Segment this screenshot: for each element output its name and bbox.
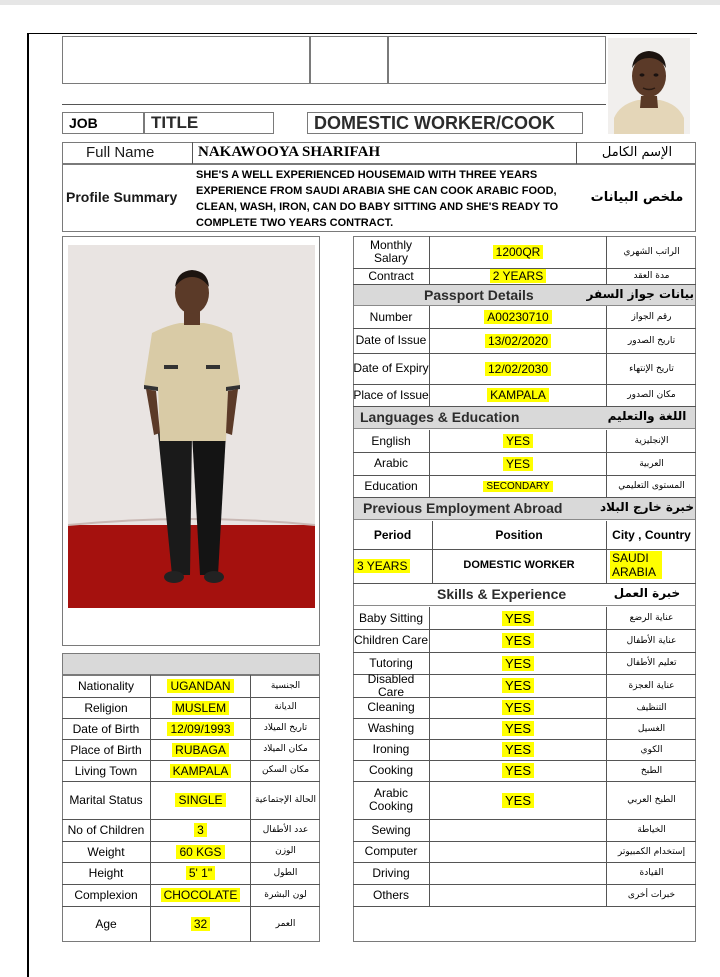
right-value <box>430 268 606 284</box>
personal-value <box>151 862 250 884</box>
personal-label <box>62 862 150 884</box>
right-value <box>430 697 606 718</box>
right-value-text: YES <box>502 793 534 808</box>
right-label-ar <box>607 819 696 841</box>
right-label-ar <box>607 607 696 629</box>
right-value-text: YES <box>502 611 534 626</box>
right-label <box>353 306 429 328</box>
personal-label-ar <box>251 884 320 906</box>
right-label-ar-text: مدة العقد <box>633 271 670 281</box>
frame-top-border <box>27 33 697 34</box>
right-label-ar-text: القيادة <box>639 868 664 878</box>
right-label-text: Contract <box>368 268 414 283</box>
personal-value <box>151 884 250 906</box>
personal-label-ar-text: الحالة الإجتماعية <box>255 794 316 805</box>
emp-position-value: DOMESTIC WORKER <box>463 559 575 571</box>
personal-label-ar-text: العمر <box>275 918 296 929</box>
right-label <box>353 819 429 841</box>
profile-line: EXPERIENCE FROM SAUDI ARABIA SHE CAN COOK ARABIC FOOD, <box>196 185 557 197</box>
emp-row-divider <box>353 549 696 550</box>
right-value <box>430 452 606 475</box>
personal-label-ar <box>251 675 320 697</box>
personal-value <box>151 819 250 841</box>
personal-label <box>62 841 150 862</box>
right-value-text: 1200QR <box>493 245 544 259</box>
right-label <box>353 760 429 781</box>
right-label-ar-text: رقم الجواز <box>631 312 672 322</box>
personal-value-text: RUBAGA <box>172 743 229 757</box>
personal-label-text: No of Children <box>67 823 145 837</box>
profile-summary-label-ar: ملخص البيانات <box>590 190 684 205</box>
right-value-text: YES <box>502 763 534 778</box>
personal-value-text: 32 <box>191 917 210 931</box>
right-label-ar <box>607 268 696 284</box>
right-label <box>353 884 429 906</box>
right-label-text: Place of Issue <box>353 387 429 402</box>
personal-label-text: Nationality <box>77 679 135 693</box>
right-value-text: A00230710 <box>484 310 551 324</box>
personal-label-ar <box>251 739 320 760</box>
employment-header-title-ar: خبرة خارج البلاد <box>600 500 694 514</box>
right-label-ar <box>607 384 696 406</box>
right-label-ar-text: العربية <box>639 458 664 469</box>
passport-header-title: Passport Details <box>424 287 534 303</box>
right-label-text: Education <box>364 478 418 493</box>
right-label-ar-text: تاريخ الصدور <box>627 335 676 346</box>
right-label <box>353 475 429 497</box>
personal-value <box>151 718 250 739</box>
full-name-label-ar: الإسم الكامل <box>601 145 673 160</box>
right-label-ar <box>607 306 696 328</box>
personal-value-text: 60 KGS <box>176 845 224 859</box>
right-label-ar <box>607 629 696 652</box>
right-value <box>430 328 606 353</box>
right-label-text: Date of Expiry <box>353 361 429 375</box>
personal-label-text: Age <box>95 917 117 931</box>
right-label-ar-text: مكان الصدور <box>627 390 676 400</box>
right-label-text: Date of Issue <box>355 333 427 347</box>
emp-col-city-text: City , Country <box>612 527 691 542</box>
right-value <box>430 781 606 819</box>
right-label-text: Arabic Cooking <box>368 786 414 813</box>
personal-label-ar-text: الجنسية <box>270 680 301 691</box>
right-label-ar-text: عناية الأطفال <box>626 635 677 646</box>
personal-label <box>62 718 150 739</box>
right-value <box>430 760 606 781</box>
right-value <box>430 353 606 384</box>
right-value <box>430 652 606 674</box>
right-label-ar-text: المستوى التعليمي <box>618 481 685 491</box>
right-value <box>430 384 606 406</box>
right-value <box>430 475 606 497</box>
right-value-text: 2 YEARS <box>490 269 546 283</box>
personal-value-text: MUSLEM <box>172 701 229 715</box>
right-value-text: KAMPALA <box>487 388 549 402</box>
personal-value <box>151 739 250 760</box>
personal-label-text: Height <box>88 866 124 880</box>
personal-value-text: 3 <box>194 823 207 837</box>
right-label-text: Disabled Care <box>367 671 415 699</box>
right-label-text: Tutoring <box>369 655 413 670</box>
right-value-text: YES <box>502 700 534 715</box>
right-label-ar <box>607 884 696 906</box>
right-value-text: YES <box>503 434 533 448</box>
top-strip <box>0 0 720 5</box>
right-row-divider <box>353 906 696 907</box>
emp-country-value <box>610 551 662 579</box>
right-label-text: Baby Sitting <box>358 610 424 625</box>
title-label-cell <box>144 112 274 134</box>
employment-header-title: Previous Employment Abroad <box>363 500 563 516</box>
right-label-ar <box>607 739 696 760</box>
personal-label-ar-text: تاريخ الميلاد <box>263 723 308 733</box>
personal-label <box>62 781 150 819</box>
skills-header-title: Skills & Experience <box>437 586 567 602</box>
right-label-ar-text: عناية العجزة <box>628 680 675 691</box>
personal-label-text: Date of Birth <box>72 721 140 736</box>
right-label-ar-text: تاريخ الإنتهاء <box>629 363 674 374</box>
right-label <box>353 236 429 268</box>
top-divider <box>62 104 606 105</box>
emp-col-period: Period <box>373 528 412 542</box>
full-name-label: Full Name <box>86 144 155 161</box>
right-label <box>353 841 429 862</box>
right-value <box>430 739 606 760</box>
emp-col-position: Position <box>495 528 543 542</box>
personal-label-ar <box>251 781 320 819</box>
job-title-cell <box>307 112 583 134</box>
right-label <box>353 739 429 760</box>
full-body-photo <box>68 245 315 608</box>
right-label-ar <box>607 841 696 862</box>
right-label-ar-text: الطبخ <box>640 765 663 776</box>
right-label-text: Cleaning <box>367 700 415 714</box>
right-label-text: Monthly Salary <box>369 238 413 265</box>
right-label-text: Arabic <box>373 456 408 470</box>
right-label <box>353 268 429 284</box>
personal-label-ar-text: لون البشرة <box>264 889 307 900</box>
profile-line: SHE'S A WELL EXPERIENCED HOUSEMAID WITH THREE YEARS <box>196 169 538 181</box>
personal-value <box>151 841 250 862</box>
right-value-text: YES <box>502 678 534 693</box>
right-label-ar <box>607 760 696 781</box>
right-label <box>353 328 429 353</box>
right-value <box>430 607 606 629</box>
right-label-ar <box>607 697 696 718</box>
personal-label <box>62 760 150 781</box>
right-label-ar-text: الكوي <box>640 744 663 755</box>
personal-value <box>151 697 250 718</box>
personal-label <box>62 739 150 760</box>
right-label-text: Number <box>369 309 413 324</box>
personal-label-ar <box>251 697 320 718</box>
right-value-text: YES <box>503 457 533 471</box>
right-label-ar <box>607 353 696 384</box>
title-label: TITLE <box>151 113 199 132</box>
skills-header-title-ar: خبرة العمل <box>613 586 681 600</box>
right-value-text: SECONDARY <box>483 481 552 492</box>
right-label-ar-text: إستخدام الكمبيوتر <box>617 846 686 857</box>
job-label: JOB <box>69 115 98 131</box>
personal-label <box>62 884 150 906</box>
personal-label-text: Weight <box>87 844 125 859</box>
personal-label-ar-text: الطول <box>273 867 298 878</box>
right-label-ar <box>607 328 696 353</box>
right-label <box>353 452 429 475</box>
personal-label-text: Living Town <box>74 763 138 778</box>
personal-value-text: KAMPALA <box>170 764 232 778</box>
right-value-text: 13/02/2020 <box>485 334 551 348</box>
right-label-ar <box>607 781 696 819</box>
personal-label-text: Religion <box>84 700 128 715</box>
languages-header-title: Languages & Education <box>360 409 520 425</box>
right-label <box>353 430 429 452</box>
right-label-ar <box>607 862 696 884</box>
profile-summary-text <box>196 167 576 231</box>
right-value <box>430 674 606 697</box>
languages-header-title-ar: اللغة والتعليم <box>607 409 687 423</box>
right-value <box>430 629 606 652</box>
right-label-ar <box>607 652 696 674</box>
right-label <box>353 718 429 739</box>
right-value <box>430 718 606 739</box>
personal-value <box>151 675 250 697</box>
personal-label <box>62 675 150 697</box>
right-label-ar-text: عناية الرضع <box>629 613 674 623</box>
right-label-ar <box>607 718 696 739</box>
right-label-text: Cooking <box>368 763 414 777</box>
personal-value <box>151 760 250 781</box>
personal-label-text: Place of Birth <box>70 742 142 757</box>
right-label <box>353 607 429 629</box>
personal-label <box>62 819 150 841</box>
personal-label-ar-text: الوزن <box>275 846 296 856</box>
right-label <box>353 629 429 652</box>
personal-value-text: 12/09/1993 <box>167 722 233 736</box>
right-value <box>430 884 606 906</box>
top-empty-box-2 <box>310 36 388 84</box>
right-label-ar <box>607 430 696 452</box>
right-label-ar-text: تعليم الأطفال <box>626 658 677 668</box>
right-label <box>353 781 429 819</box>
right-label-text: Computer <box>364 844 418 858</box>
right-label-ar <box>607 452 696 475</box>
emp-country-text: SAUDI ARABIA <box>612 551 657 579</box>
profile-line: CLEAN, WASH, IRON, CAN DO BABY SITTING AND SHE'S READY TO <box>196 201 559 213</box>
right-label-ar <box>607 236 696 268</box>
right-label-text: Sewing <box>371 822 411 837</box>
frame-left-border <box>27 33 29 977</box>
top-empty-box-3 <box>388 36 606 84</box>
job-title-value: DOMESTIC WORKER/COOK <box>314 113 555 133</box>
headshot-photo <box>608 38 690 134</box>
right-label-text: Ironing <box>372 742 410 756</box>
right-label-text: Others <box>372 887 409 902</box>
right-value <box>430 306 606 328</box>
profile-line: COMPLETE TWO YEARS CONTRACT. <box>196 217 394 229</box>
right-label <box>353 671 429 699</box>
top-empty-box-1 <box>62 36 310 84</box>
right-label <box>353 652 429 674</box>
right-label-text: Driving <box>372 865 410 880</box>
personal-label <box>62 906 150 942</box>
personal-value-text: 5' 1" <box>186 866 215 880</box>
right-value-text: YES <box>502 742 534 757</box>
right-value <box>430 819 606 841</box>
personal-label-ar-text: عدد الأطفال <box>262 824 309 835</box>
right-label <box>353 697 429 718</box>
emp-period-value: 3 YEARS <box>354 559 410 573</box>
personal-label-ar-text: مكان السكن <box>261 765 310 775</box>
right-label <box>353 353 429 384</box>
right-label-ar-text: الغسيل <box>637 723 666 734</box>
personal-label-text: Marital Status <box>69 793 143 807</box>
right-label-ar <box>607 674 696 697</box>
emp-col-city <box>607 521 696 549</box>
right-label-ar-text: الخياطة <box>637 825 666 835</box>
right-value <box>430 430 606 452</box>
right-label-text: Children Care <box>353 633 429 647</box>
personal-label-ar-text: مكان الميلاد <box>263 744 308 754</box>
personal-label-ar <box>251 819 320 841</box>
personal-label-ar <box>251 841 320 862</box>
right-label <box>353 384 429 406</box>
personal-value-text: CHOCOLATE <box>161 888 241 902</box>
personal-value-text: SINGLE <box>175 793 225 807</box>
passport-header-title-ar: بيانات جواز السفر <box>586 287 694 301</box>
right-value-text: YES <box>502 656 534 671</box>
right-label-ar-text: الطبخ العربي <box>627 795 676 805</box>
personal-label-ar <box>251 862 320 884</box>
right-label-text: English <box>371 433 411 448</box>
personal-label-ar <box>251 760 320 781</box>
profile-summary-label: Profile Summary <box>66 189 178 205</box>
right-value-text: YES <box>502 633 534 648</box>
right-label-ar-text: الإنجليزية <box>634 436 669 446</box>
personal-value-text: UGANDAN <box>167 679 233 693</box>
personal-label-text: Complexion <box>74 888 138 902</box>
right-label <box>353 862 429 884</box>
personal-value <box>151 906 250 942</box>
right-value-text: 12/02/2030 <box>485 362 551 376</box>
right-value <box>430 841 606 862</box>
right-label-ar-text: الراتب الشهري <box>623 247 680 257</box>
right-value <box>430 862 606 884</box>
job-label-cell <box>62 112 144 134</box>
personal-label-ar <box>251 906 320 942</box>
personal-label-ar-text: الديانة <box>274 702 297 712</box>
full-name-value: NAKAWOOYA SHARIFAH <box>198 144 381 160</box>
right-value <box>430 236 606 268</box>
personal-label-ar <box>251 718 320 739</box>
right-label-ar <box>607 475 696 497</box>
personal-section-header <box>62 653 320 675</box>
right-label-text: Washing <box>367 721 415 735</box>
personal-value <box>151 781 250 819</box>
right-label-ar-text: خبرات أخرى <box>627 890 676 900</box>
right-value-text: YES <box>502 721 534 736</box>
right-label-ar-text: التنظيف <box>636 702 667 713</box>
personal-label <box>62 697 150 718</box>
